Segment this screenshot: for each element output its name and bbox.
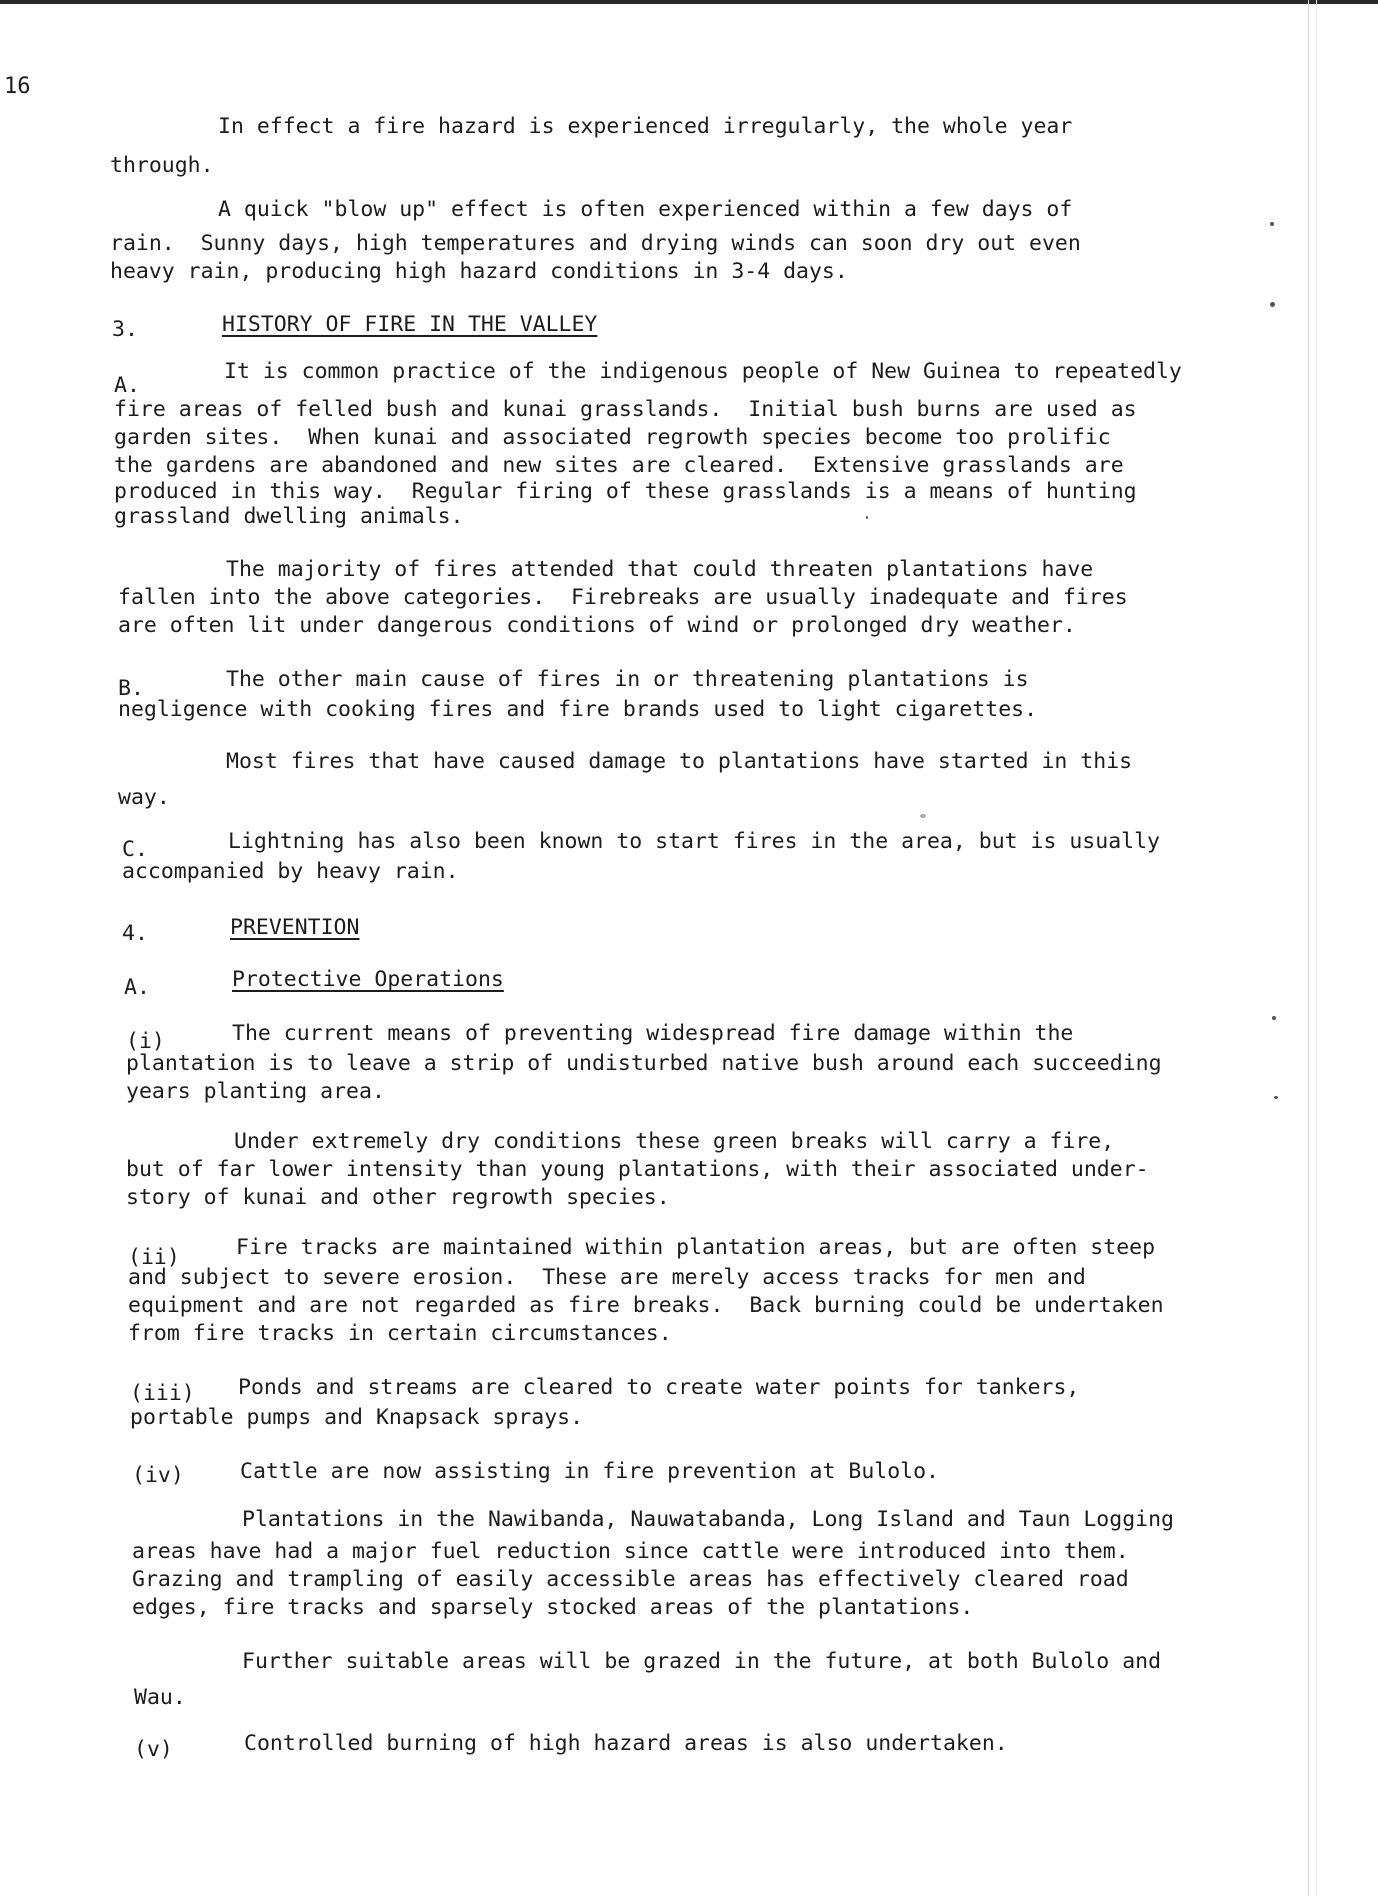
paragraph-line: The other main cause of fires in or threatening plantations is (226, 667, 1029, 692)
paragraph-line: portable pumps and Knapsack sprays. (130, 1405, 584, 1430)
item-label: (iii) (130, 1381, 195, 1406)
item-label: (v) (134, 1737, 173, 1762)
paragraph-line: The current means of preventing widespread fire damage within the (232, 1021, 1074, 1046)
scan-speck (866, 516, 868, 519)
paragraph-line: Controlled burning of high hazard areas is also undertaken. (244, 1731, 1008, 1756)
paragraph-line: A quick "blow up" effect is often experienced within a few days of (218, 197, 1073, 222)
item-label: (iv) (132, 1463, 184, 1488)
scan-speck (1274, 1096, 1278, 1099)
scan-speck (920, 814, 926, 818)
paragraph-line: Under extremely dry conditions these green breaks will carry a fire, (234, 1129, 1115, 1154)
paragraph-line: equipment and are not regarded as fire breaks. Back burning could be undertaken (128, 1293, 1164, 1318)
scan-speck (1272, 1016, 1276, 1020)
section-number: 3. (112, 317, 138, 342)
paragraph-line: through. (110, 153, 214, 178)
paragraph-line: Lightning has also been known to start fires in the area, but is usually (228, 829, 1160, 854)
section-heading: PREVENTION (230, 915, 360, 940)
paragraph-line: rain. Sunny days, high temperatures and drying winds can soon dry out even (110, 231, 1081, 256)
section-heading: HISTORY OF FIRE IN THE VALLEY (222, 312, 598, 337)
paragraph-line: but of far lower intensity than young plantations, with their associated under- (126, 1157, 1149, 1182)
paragraph-line: The majority of fires attended that could threaten plantations have (226, 557, 1094, 582)
paragraph-line: and subject to severe erosion. These are merely access tracks for men and (128, 1265, 1086, 1290)
paragraph-line: plantation is to leave a strip of undisturbed native bush around each succeeding (126, 1051, 1162, 1076)
paragraph-line: negligence with cooking fires and fire brands used to light cigarettes. (118, 697, 1038, 722)
paragraph-line: fire areas of felled bush and kunai grasslands. Initial bush burns are used as (114, 397, 1137, 422)
paragraph-line: way. (118, 785, 170, 810)
paragraph-line: the gardens are abandoned and new sites are cleared. Extensive grasslands are (114, 453, 1124, 478)
item-label: (ii) (128, 1245, 180, 1270)
paragraph-line: accompanied by heavy rain. (122, 859, 459, 884)
scan-speck (1270, 222, 1274, 226)
paragraph-line: Cattle are now assisting in fire prevention at Bulolo. (240, 1459, 939, 1484)
paragraph-line: Further suitable areas will be grazed in the future, at both Bulolo and (242, 1649, 1162, 1674)
paragraph-line: Ponds and streams are cleared to create water points for tankers, (238, 1375, 1080, 1400)
paragraph-line: areas have had a major fuel reduction since cattle were introduced into them. (132, 1539, 1129, 1564)
page-number: 16 (4, 74, 31, 99)
item-label: C. (122, 837, 148, 862)
scan-speck (1270, 302, 1275, 307)
paragraph-line: story of kunai and other regrowth species. (126, 1185, 670, 1210)
paragraph-line: produced in this way. Regular firing of these grasslands is a means of hunting (114, 479, 1137, 504)
paragraph-line: years planting area. (126, 1079, 385, 1104)
paragraph-line: In effect a fire hazard is experienced irregularly, the whole year (218, 114, 1073, 139)
paragraph-line: Plantations in the Nawibanda, Nauwatabanda, Long Island and Taun Logging (242, 1507, 1174, 1532)
paragraph-line: heavy rain, producing high hazard conditions in 3-4 days. (110, 259, 848, 284)
paragraph-line: It is common practice of the indigenous people of New Guinea to repeatedly (224, 359, 1182, 384)
item-label: A. (124, 975, 150, 1000)
item-label: B. (118, 676, 144, 701)
item-label: A. (114, 373, 140, 398)
paragraph-line: fallen into the above categories. Firebreaks are usually inadequate and fires (118, 585, 1128, 610)
paragraph-line: are often lit under dangerous conditions of wind or prolonged dry weather. (118, 613, 1076, 638)
paragraph-line: garden sites. When kunai and associated regrowth species become too prolific (114, 425, 1111, 450)
subsection-heading: Protective Operations (232, 967, 504, 992)
section-number: 4. (122, 921, 148, 946)
paragraph-line: grassland dwelling animals. (114, 504, 464, 529)
item-label: (i) (126, 1029, 165, 1054)
paragraph-line: from fire tracks in certain circumstances. (128, 1321, 672, 1346)
paragraph-line: Fire tracks are maintained within plantation areas, but are often steep (236, 1235, 1156, 1260)
paragraph-line: Wau. (134, 1685, 186, 1710)
paragraph-line: edges, fire tracks and sparsely stocked areas of the plantations. (132, 1595, 974, 1620)
paragraph-line: Grazing and trampling of easily accessible areas has effectively cleared road (132, 1567, 1129, 1592)
paragraph-line: Most fires that have caused damage to plantations have started in this (226, 749, 1133, 774)
